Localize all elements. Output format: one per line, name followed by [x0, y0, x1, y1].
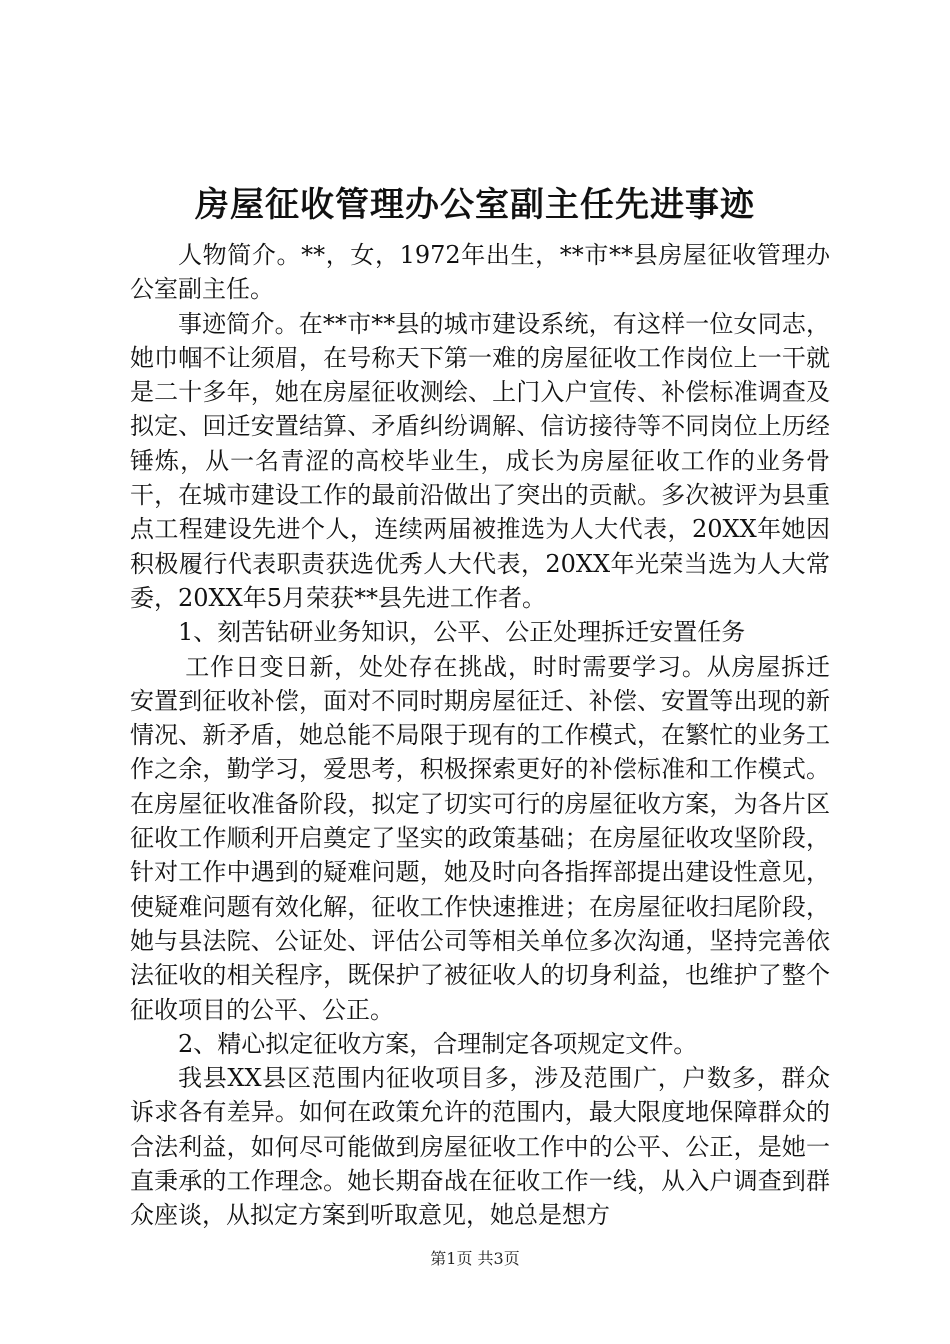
document-title: 房屋征收管理办公室副主任先进事迹 — [195, 185, 755, 225]
section-heading-2: 2、精心拟定征收方案，合理制定各项规定文件。 — [178, 1029, 698, 1058]
paragraph-summary: 事迹简介。在**市**县的城市建设系统，有这样一位女同志，她巾帼不让须眉，在号称天下第一难的房屋征收工作岗位上一干就是二十多年，她在房屋征收测绘、上门入户宣传、补偿标准调查及拟定、回迁安置结算、矛盾纠纷调解、信访接待等不同岗位上历经锤炼，从一名青涩的高校毕业生，成长为房屋征收工作的业务骨干，在城市建设工作的最前沿做出了突出的贡献。多次被评为县重点工程建设先进个人，连续两届被推选为人大代表，20XX年她因积极履行代表职责获选优秀人大代表，20XX年光荣当选为人大常委，20XX年5月荣获**县先进工作者。 — [130, 309, 830, 612]
document-body — [130, 238, 830, 1233]
section-heading-1: 1、刻苦钻研业务知识，公平、公正处理拆迁安置任务 — [178, 618, 746, 647]
paragraph-section-2: 我县XX县区范围内征收项目多，涉及范围广，户数多，群众诉求各有差异。如何在政策允许的范围内，最大限度地保障群众的合法利益，如何尽可能做到房屋征收工作中的公平、公正，是她一直秉承的工作理念。她长期奋战在征收工作一线，从入户调查到群众座谈，从拟定方案到听取意见，她总是想方 — [130, 1064, 830, 1230]
paragraph-intro: 人物简介。**，女，1972年出生，**市**县房屋征收管理办公室副主任。 — [130, 241, 830, 304]
page-footer: 第1页 共3页 — [430, 1249, 520, 1268]
paragraph-section-1: 工作日变日新，处处存在挑战，时时需要学习。从房屋拆迁安置到征收补偿，面对不同时期房屋征迁、补偿、安置等出现的新情况、新矛盾，她总能不局限于现有的工作模式，在繁忙的业务工作之余，勤学习，爱思考，积极探索更好的补偿标准和工作模式。在房屋征收准备阶段，拟定了切实可行的房屋征收方案，为各片区征收工作顺利开启奠定了坚实的政策基础；在房屋征收攻坚阶段，针对工作中遇到的疑难问题，她及时向各指挥部提出建设性意见，使疑难问题有效化解，征收工作快速推进；在房屋征收扫尾阶段，她与县法院、公证处、评估公司等相关单位多次沟通，坚持完善依法征收的相关程序，既保护了被征收人的切身利益，也维护了整个征收项目的公平、公正。 — [130, 652, 830, 1024]
